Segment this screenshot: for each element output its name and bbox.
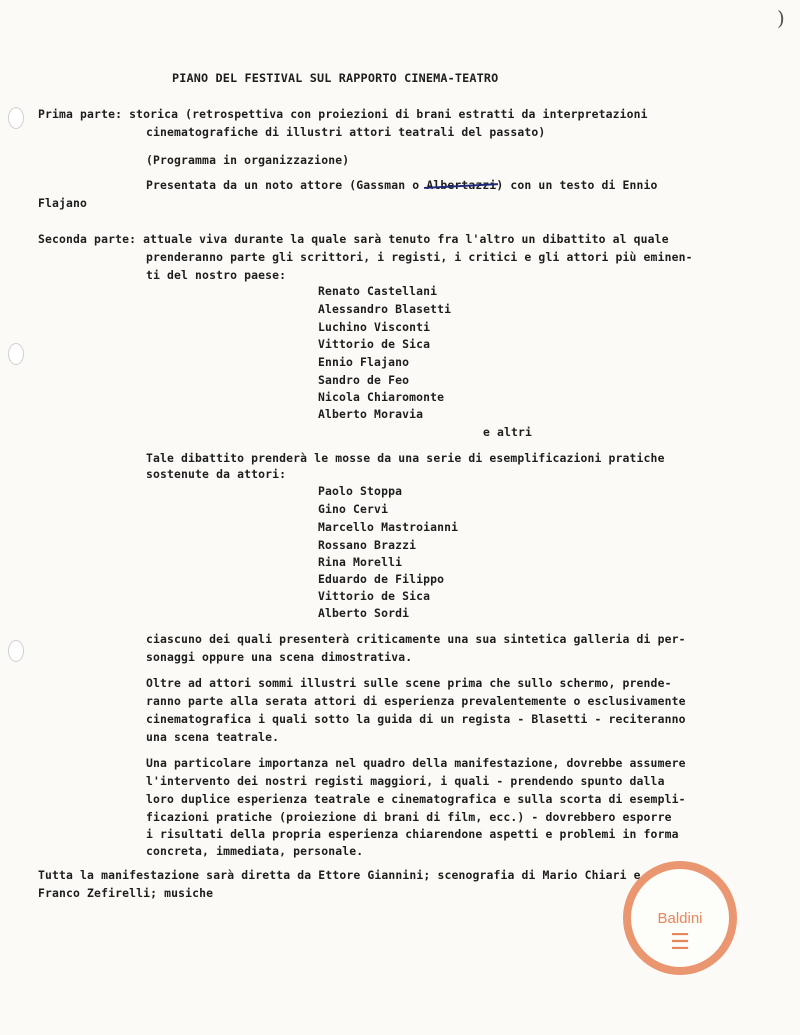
actor-item: Vittorio de Sica	[318, 589, 431, 603]
paper-edge-mark: )	[777, 6, 785, 30]
book-icon: ☰	[670, 930, 690, 955]
actor-item: Rina Morelli	[318, 555, 403, 569]
punch-hole-top	[8, 107, 24, 129]
participant-item: Sandro de Feo	[318, 373, 410, 387]
punch-hole-middle	[8, 343, 24, 365]
registi-line-6: concreta, immediata, personale.	[146, 844, 364, 858]
registi-line-4: ficazioni pratiche (proiezione di brani di film, ecc.) - dovrebbero esporre	[146, 810, 672, 824]
participant-item: Alessandro Blasetti	[318, 302, 452, 316]
registi-line-3: loro duplice esperienza teatrale e cinematografica e sulla scorta di esempli-	[146, 792, 686, 806]
actor-item: Gino Cervi	[318, 502, 389, 516]
oltre-line-2: ranno parte alla serata attori di esperienza prevalentemente o esclusivamente	[146, 694, 686, 708]
dibattito-line-2: sostenute da attori:	[146, 467, 287, 481]
participant-item: Nicola Chiaromonte	[318, 390, 445, 404]
participant-item: Alberto Moravia	[318, 407, 424, 421]
struck-name: Albertazzi	[426, 178, 497, 192]
prima-parte-program-note: (Programma in organizzazione)	[146, 153, 350, 167]
participant-item: Luchino Visconti	[318, 320, 431, 334]
stamp-label: Baldini	[657, 910, 703, 927]
oltre-line-1: Oltre ad attori sommi illustri sulle scene prima che sullo schermo, prende-	[146, 676, 672, 690]
actor-item: Paolo Stoppa	[318, 484, 403, 498]
participant-item: Renato Castellani	[318, 284, 438, 298]
archive-stamp	[620, 858, 740, 978]
dibattito-line-1: Tale dibattito prenderà le mosse da una serie di esemplificazioni pratiche	[146, 451, 665, 465]
prima-parte-presenter-line	[146, 178, 658, 192]
closing-line-2: Franco Zefirelli; musiche	[38, 886, 214, 900]
ciascuno-line-2: sonaggi oppure una scena dimostrativa.	[146, 650, 413, 664]
seconda-parte-line-1: Seconda parte: attuale viva durante la quale sarà tenuto fra l'altro un dibattito al quale	[38, 232, 669, 246]
presenter-text-b: ) con un testo di Ennio	[496, 178, 658, 192]
actor-item: Rossano Brazzi	[318, 538, 417, 552]
actor-item: Eduardo de Filippo	[318, 572, 445, 586]
closing-line-1: Tutta la manifestazione sarà diretta da Ettore Giannini; scenografia di Mario Chiari e	[38, 868, 641, 882]
seconda-parte-line-2: prenderanno parte gli scrittori, i registi, i critici e gli attori più eminen-	[146, 250, 693, 264]
participant-item: Ennio Flajano	[318, 355, 410, 369]
prima-parte-line-1: Prima parte: storica (retrospettiva con proiezioni di brani estratti da interpretazioni	[38, 107, 648, 121]
ciascuno-line-1: ciascuno dei quali presenterà criticamente una sua sintetica galleria di per-	[146, 632, 686, 646]
prima-parte-line-2: cinematografiche di illustri attori teatrali del passato)	[146, 125, 546, 139]
oltre-line-3: cinematografica i quali sotto la guida di un regista - Blasetti - reciteranno	[146, 712, 686, 726]
document-title: PIANO DEL FESTIVAL SUL RAPPORTO CINEMA-TEATRO	[172, 71, 499, 85]
punch-hole-bottom	[8, 640, 24, 662]
registi-line-5: i risultati della propria esperienza chiarendone aspetti e problemi in forma	[146, 827, 679, 841]
oltre-line-4: una scena teatrale.	[146, 730, 280, 744]
e-altri-note: e altri	[483, 425, 533, 439]
actor-item: Marcello Mastroianni	[318, 520, 459, 534]
registi-line-1: Una particolare importanza nel quadro della manifestazione, dovrebbe assumere	[146, 756, 686, 770]
seconda-parte-line-3: ti del nostro paese:	[146, 268, 287, 282]
registi-line-2: l'intervento dei nostri registi maggiori, i quali - prendendo spunto dalla	[146, 774, 665, 788]
actor-item: Alberto Sordi	[318, 606, 410, 620]
prima-parte-line-5: Flajano	[38, 196, 88, 210]
participant-item: Vittorio de Sica	[318, 337, 431, 351]
presenter-text-a: Presentata da un noto attore (Gassman o	[146, 178, 427, 192]
